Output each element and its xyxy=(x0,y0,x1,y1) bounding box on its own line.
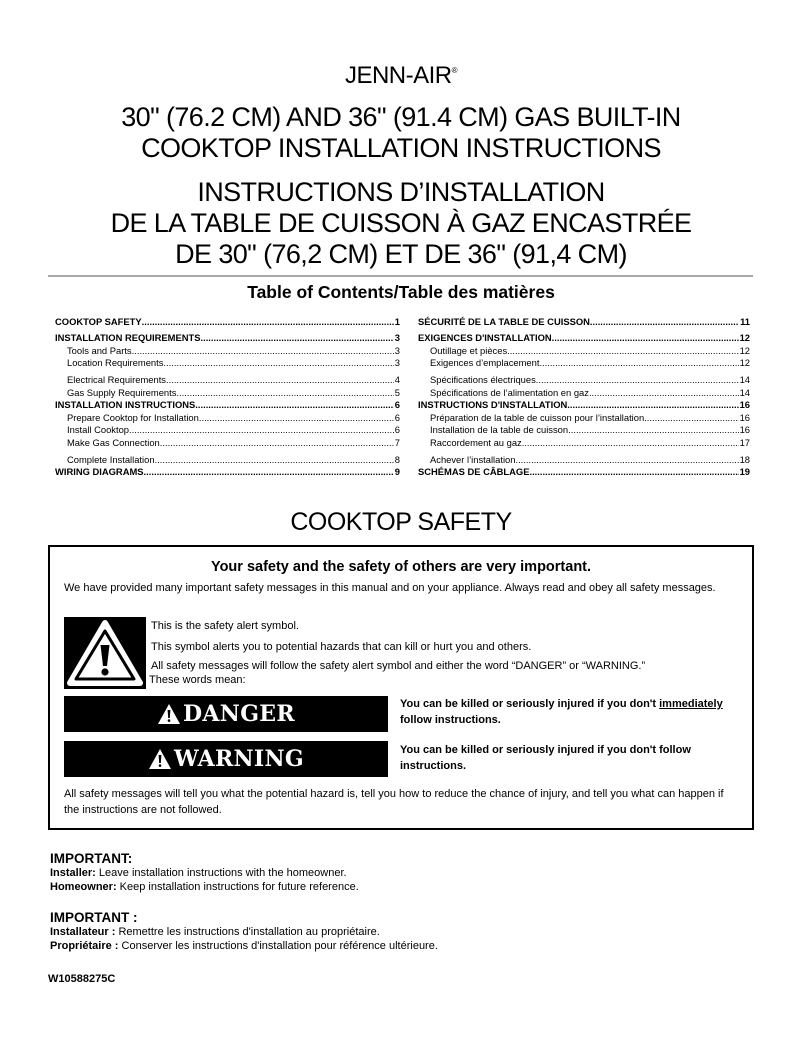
toc-entry-label: INSTALLATION INSTRUCTIONS xyxy=(55,399,196,411)
section-title: COOKTOP SAFETY xyxy=(290,508,512,536)
alert-line: These words mean: xyxy=(149,674,246,686)
toc-entry[interactable] xyxy=(418,436,750,449)
danger-message xyxy=(400,696,745,728)
alert-triangle-icon xyxy=(148,748,172,770)
title-line: DE LA TABLE DE CUISSON À GAZ ENCASTRÉE xyxy=(110,208,692,238)
toc-entry-label: Tools and Parts xyxy=(67,344,132,356)
toc-entry-label: Install Cooktop xyxy=(67,424,130,436)
owner-text: Conserver les instructions d'installation pour référence ultérieure. xyxy=(118,940,438,952)
toc-leader-dots xyxy=(568,424,738,436)
toc-entry[interactable] xyxy=(418,399,750,412)
owner-line xyxy=(50,939,438,953)
warning-label: WARNING xyxy=(173,746,305,772)
toc-entry-page: 7 xyxy=(394,436,400,448)
important-heading: IMPORTANT: xyxy=(50,851,133,866)
toc-entry-page: 16 xyxy=(739,411,750,423)
toc-entry-page: 16 xyxy=(739,399,750,411)
homeowner-line xyxy=(50,880,359,894)
title-line: 30" (76.2 CM) AND 36" (91.4 CM) GAS BUILT-IN xyxy=(121,102,681,132)
toc-entry-label: INSTALLATION REQUIREMENTS xyxy=(55,332,201,344)
toc-entry-label: Spécifications de l’alimentation en gaz xyxy=(430,386,589,398)
danger-message-end: follow instructions. xyxy=(400,714,501,726)
toc-entry[interactable] xyxy=(55,344,400,357)
toc-leader-dots xyxy=(522,437,739,449)
safety-heading: Your safety and the safety of others are very important. xyxy=(210,559,592,575)
toc-entry[interactable] xyxy=(55,332,400,345)
toc-entry-page: 9 xyxy=(394,466,400,478)
installer-line xyxy=(50,925,438,939)
toc-entry[interactable] xyxy=(418,357,750,370)
toc-entry-page: 17 xyxy=(739,436,750,448)
toc-entry[interactable] xyxy=(55,466,400,479)
toc-entry[interactable] xyxy=(418,344,750,357)
toc-entry-page: 5 xyxy=(394,386,400,398)
toc-leader-dots xyxy=(200,332,393,344)
safety-intro: We have provided many important safety messages in this manual and on your appliance. Always read and obey all safety messages. xyxy=(64,582,716,594)
toc-entry-label: WIRING DIAGRAMS xyxy=(55,466,144,478)
warning-triangle-icon xyxy=(64,617,146,689)
toc-entry[interactable] xyxy=(418,466,750,479)
warning-signal-bar xyxy=(64,741,388,777)
toc-entry-page: 11 xyxy=(740,315,750,327)
toc-column-english xyxy=(55,315,400,478)
important-heading: IMPORTANT : xyxy=(50,910,138,925)
toc-entry-page: 12 xyxy=(739,332,750,344)
toc-entry-label: Electrical Requirements xyxy=(67,373,166,385)
toc-leader-dots xyxy=(129,424,394,436)
danger-message-text: You can be killed or seriously injured if you don't xyxy=(400,698,660,710)
homeowner-label: Homeowner: xyxy=(50,881,117,893)
toc-entry-label: SÉCURITÉ DE LA TABLE DE CUISSON xyxy=(418,315,590,327)
installer-label: Installateur : xyxy=(50,926,116,938)
toc-entry-page: 14 xyxy=(739,373,750,385)
safety-box xyxy=(48,545,754,830)
toc-entry-label: Préparation de la table de cuisson pour l’installation xyxy=(430,411,645,423)
installer-text: Leave installation instructions with the homeowner. xyxy=(95,867,347,879)
brand-logo xyxy=(0,62,802,90)
toc-leader-dots xyxy=(567,399,738,411)
toc-leader-dots xyxy=(536,374,739,386)
divider xyxy=(48,275,753,277)
toc-entry-label: Raccordement au gaz xyxy=(430,436,522,448)
toc-heading: Table of Contents/Table des matières xyxy=(247,282,555,302)
toc-entry-label: EXIGENCES D'INSTALLATION xyxy=(418,332,552,344)
title-line: DE 30" (76,2 CM) ET DE 36" (91,4 CM) xyxy=(175,239,627,269)
toc-leader-dots xyxy=(590,316,739,328)
toc-entry-label: Outillage et pièces xyxy=(430,344,508,356)
toc-leader-dots xyxy=(195,399,394,411)
toc-leader-dots xyxy=(142,316,394,328)
toc-entry[interactable] xyxy=(55,436,400,449)
title-french xyxy=(0,177,802,270)
toc-entry-page: 6 xyxy=(394,424,400,436)
toc-entry[interactable] xyxy=(418,424,750,437)
title-line: COOKTOP INSTALLATION INSTRUCTIONS xyxy=(141,133,661,163)
toc-column-french xyxy=(418,315,750,478)
toc-entry[interactable] xyxy=(418,332,750,345)
toc-entry-label: Achever l’installation xyxy=(430,453,516,465)
toc-entry-page: 16 xyxy=(739,424,750,436)
danger-signal-bar xyxy=(64,696,388,732)
alert-triangle-icon xyxy=(157,703,181,725)
toc-entry-page: 8 xyxy=(394,453,400,465)
danger-label: DANGER xyxy=(183,701,295,727)
toc-leader-dots xyxy=(155,454,394,466)
alert-line: All safety messages will follow the safety alert symbol and either the word “DANGER” or “WARNING.” xyxy=(151,660,646,672)
toc-entry-label: Location Requirements xyxy=(67,357,164,369)
toc-entry-page: 12 xyxy=(739,357,750,369)
toc-entry-page: 18 xyxy=(739,453,750,465)
toc-leader-dots xyxy=(160,437,394,449)
toc-entry-label: Spécifications électriques xyxy=(430,373,536,385)
toc-entry[interactable] xyxy=(55,315,400,328)
toc-entry-label: Complete Installation xyxy=(67,453,155,465)
toc-leader-dots xyxy=(166,374,394,386)
toc-leader-dots xyxy=(132,345,394,357)
toc-entry[interactable] xyxy=(418,373,750,386)
toc-entry-label: Gas Supply Requirements xyxy=(67,386,177,398)
toc-leader-dots xyxy=(507,345,738,357)
warning-message: You can be killed or seriously injured if you don't follow instructions. xyxy=(400,744,691,772)
safety-alert-symbol xyxy=(64,617,146,689)
toc-leader-dots xyxy=(163,357,393,369)
toc-entry[interactable] xyxy=(55,373,400,386)
toc-entry-page: 1 xyxy=(394,315,400,327)
toc-leader-dots xyxy=(199,412,394,424)
toc-leader-dots xyxy=(589,387,739,399)
important-french xyxy=(50,911,438,953)
toc-entry-page: 3 xyxy=(394,344,400,356)
toc-entry-page: 6 xyxy=(394,399,400,411)
toc-entry-label: Prepare Cooktop for Installation xyxy=(67,411,199,423)
installer-label: Installer: xyxy=(50,867,96,879)
toc-entry[interactable] xyxy=(418,315,750,328)
toc-entry[interactable] xyxy=(55,424,400,437)
toc-leader-dots xyxy=(539,357,738,369)
toc-entry[interactable] xyxy=(418,386,750,399)
toc-entry-page: 3 xyxy=(394,357,400,369)
document-number: W10588275C xyxy=(48,973,116,985)
toc-leader-dots xyxy=(176,387,393,399)
toc-entry-page: 4 xyxy=(394,373,400,385)
alert-line: This is the safety alert symbol. xyxy=(151,620,299,632)
installer-text: Remettre les instructions d'installation au propriétaire. xyxy=(115,926,380,938)
toc-leader-dots xyxy=(552,332,739,344)
toc-entry-label: INSTRUCTIONS D'INSTALLATION xyxy=(418,399,568,411)
toc-entry-label: Exigences d’emplacement xyxy=(430,357,540,369)
alert-line: This symbol alerts you to potential hazards that can kill or hurt you and others. xyxy=(151,641,532,653)
homeowner-text: Keep installation instructions for future reference. xyxy=(116,881,359,893)
toc-entry[interactable] xyxy=(418,453,750,466)
toc-entry-label: Make Gas Connection xyxy=(67,436,160,448)
toc-entry[interactable] xyxy=(418,411,750,424)
registered-mark: ® xyxy=(451,66,458,75)
owner-label: Propriétaire : xyxy=(50,940,119,952)
toc-entry[interactable] xyxy=(55,386,400,399)
safety-outro: All safety messages will tell you what the potential hazard is, tell you how to reduce the chance of injury, and tell you what can happen if the instructions are not followed. xyxy=(64,788,724,816)
brand-name: JENN-AIR xyxy=(344,62,452,89)
toc-entry-label: Installation de la table de cuisson xyxy=(430,424,569,436)
toc-entry-page: 6 xyxy=(394,411,400,423)
toc-entry-page: 3 xyxy=(394,332,400,344)
toc-leader-dots xyxy=(144,466,394,478)
important-english xyxy=(50,852,359,894)
toc-entry[interactable] xyxy=(55,357,400,370)
toc-leader-dots xyxy=(515,454,738,466)
toc-leader-dots xyxy=(529,466,738,478)
toc-entry-label: COOKTOP SAFETY xyxy=(55,315,142,327)
toc-entry[interactable] xyxy=(55,453,400,466)
toc-entry[interactable] xyxy=(55,399,400,412)
toc-entry-label: SCHÉMAS DE CÂBLAGE xyxy=(418,466,530,478)
toc-entry-page: 14 xyxy=(739,386,750,398)
title-english xyxy=(0,102,802,164)
installer-line xyxy=(50,866,359,880)
toc-leader-dots xyxy=(644,412,738,424)
toc-entry[interactable] xyxy=(55,411,400,424)
danger-emphasis: immediately xyxy=(659,698,723,710)
toc-entry-page: 12 xyxy=(739,344,750,356)
title-line: INSTRUCTIONS D’INSTALLATION xyxy=(197,177,605,207)
toc-entry-page: 19 xyxy=(739,466,750,478)
